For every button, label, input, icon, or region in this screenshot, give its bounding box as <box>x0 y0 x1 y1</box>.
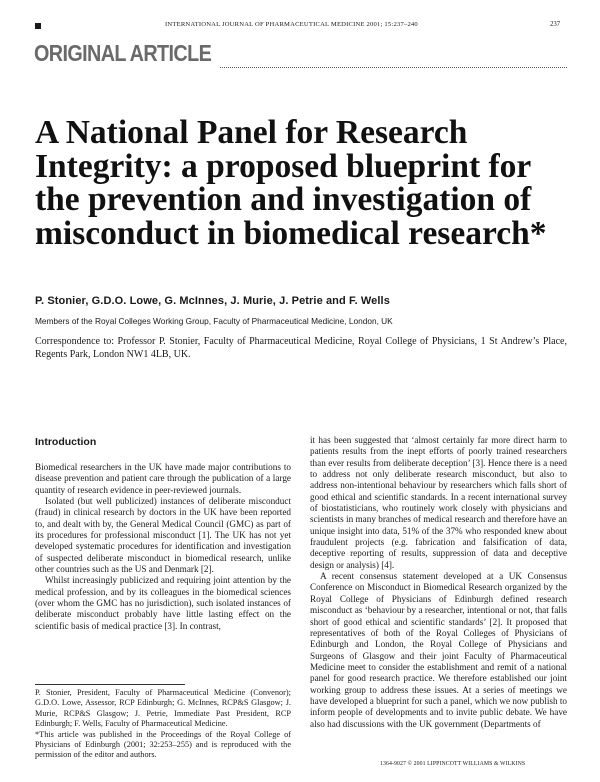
title-line: Integrity: a proposed blueprint for <box>35 147 532 185</box>
paragraph: Isolated (but well publicized) instances of deliberate misconduct (fraud) in clinical research by doctors in the UK have been reported to, and dealt with by, the General Medical Council (GMC) as part of its procedures for professional misconduct [1]. The UK has not yet developed systematic procedures for identification and investigation of suspected deliberate misconduct in biomedical research, unlike other countries such as the US and Denmark [2]. <box>35 496 291 575</box>
paragraph: Whilst increasingly publicized and requiring joint attention by the medical profession, and by its colleagues in the biomedical sciences (over whom the GMC has no jurisdiction), such isolated instances of deliberate misconduct probably have little lasting effect on the scientific basis of medical practice [3]. In contrast, <box>35 575 291 631</box>
copyright-notice: 1364-9027 © 2001 LIPPINCOTT WILLIAMS & WILKINS <box>380 761 526 767</box>
section-divider <box>220 67 567 68</box>
footnote-authors: P. Stonier, President, Faculty of Pharmaceutical Medicine (Convenor); G.D.O. Lowe, Assessor, RCP Edinburgh; G. McInnes, RCP&S Glasgow; J. Murie, RCP&S Glasgow; J. Petrie, Immediate Past President, RCP Edinburgh; F. Wells, Faculty of Pharmaceutical Medicine. <box>35 688 291 729</box>
footnote-divider <box>35 684 185 685</box>
affiliation: Members of the Royal Colleges Working Group, Faculty of Pharmaceutical Medicine, London, UK <box>35 316 393 326</box>
correspondence-address: Correspondence to: Professor P. Stonier, Faculty of Pharmaceutical Medicine, Royal College of Physicians, 1 St Andrew’s Place, Regents Park, London NW1 4LB, UK. <box>35 336 567 360</box>
paragraph: A recent consensus statement developed at a UK Consensus Conference on Misconduct in Biomedical Research organized by the Royal College of Physicians of Edinburgh defined research misconduct as ‘behaviour by a researcher, intentional or not, that falls short of good ethical and scientific standards’ [2]. It proposed that representatives of both of the Royal Colleges of Physicians of Edinburgh and London, the Royal College of Physicians and Surgeons of Glasgow and their joint Faculty of Pharmaceutical Medicine meet to consider the establishment and remit of a national panel for good research practice. We therefore established our joint working group to address these issues. At a series of meetings we have developed a blueprint for such a panel, which we now publish to inform people of developments and to invite public debate. We have also had discussions with the UK government (Departments of <box>310 571 567 729</box>
footnotes <box>35 688 291 761</box>
section-label: ORIGINAL ARTICLE <box>34 40 212 66</box>
left-column <box>35 462 291 632</box>
running-header-journal: INTERNATIONAL JOURNAL OF PHARMACEUTICAL MEDICINE 2001; 15:237–240 <box>165 21 418 28</box>
footnote-reprint: *This article was published in the Proceedings of the Royal College of Physicians of Edinburgh (2001; 32:253–255) and is reproduced with the permission of the editor and authors. <box>35 729 291 760</box>
page-number: 237 <box>550 21 561 28</box>
title-line: the prevention and investigation of <box>35 181 532 218</box>
title-line: misconduct in biomedical research* <box>35 214 547 252</box>
article-title <box>35 116 575 250</box>
header-marker <box>35 23 41 29</box>
author-list: P. Stonier, G.D.O. Lowe, G. McInnes, J. Murie, J. Petrie and F. Wells <box>35 295 390 307</box>
right-column <box>310 435 567 730</box>
paragraph: Biomedical researchers in the UK have made major contributions to disease prevention and patient care through the publication of a large quantity of research evidence in peer-reviewed journals. <box>35 462 291 495</box>
paragraph: it has been suggested that ‘almost certainly far more direct harm to patients results from the inept efforts of poorly trained researchers than ever results from deliberate deception’ [3]. Hence there is a need to address not only deliberate research misconduct, but also to address non-intentional behaviour by researchers which falls short of good ethical and scientific standards. In a recent international survey of biostatisticians, who routinely work closely with physicians and scientists in many branches of medical research and therefore have an unique insight into data, 51% of the 37% who responded knew about fraudulent projects (e.g. fabrication and falsification of data, deceptive reporting of results, suppression of data and deceptive design or analysis) [4]. <box>310 435 567 570</box>
section-heading-introduction: Introduction <box>35 436 97 448</box>
title-line: A National Panel for Research <box>35 114 468 151</box>
